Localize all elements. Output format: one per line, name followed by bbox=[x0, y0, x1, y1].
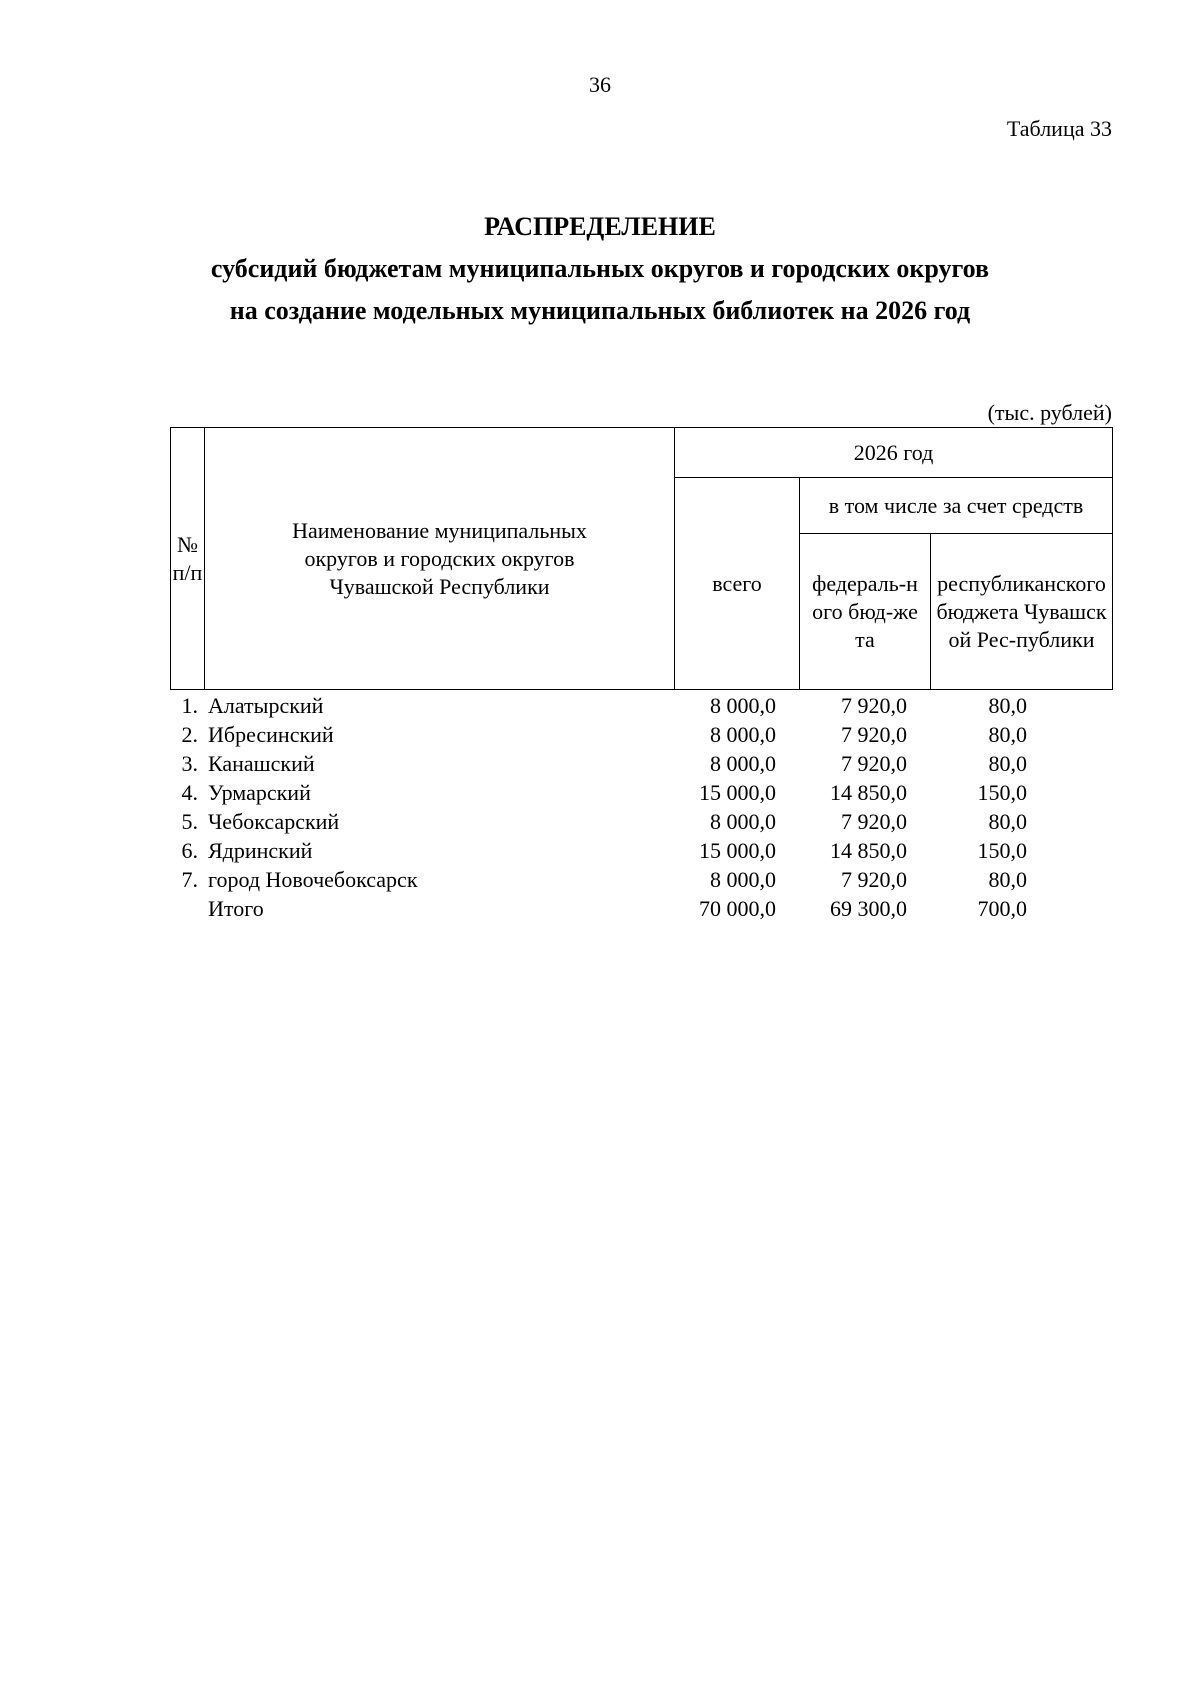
row-name: город Новочебоксарск bbox=[208, 867, 418, 892]
row-number: 3. bbox=[181, 751, 198, 776]
row-total: 70 000,0 bbox=[699, 896, 776, 921]
header-republic: республиканского бюджета Чувашской Рес-публики bbox=[931, 534, 1113, 690]
row-federal: 7 920,0 bbox=[841, 809, 907, 834]
row-total: 8 000,0 bbox=[710, 867, 776, 892]
row-republic: 80,0 bbox=[988, 693, 1027, 718]
row-republic: 80,0 bbox=[988, 751, 1027, 776]
row-total: 8 000,0 bbox=[710, 722, 776, 747]
title-line-3: на создание модельных муниципальных библиотек на 2026 год bbox=[229, 296, 971, 325]
row-republic: 80,0 bbox=[988, 809, 1027, 834]
header-total: всего bbox=[675, 478, 800, 690]
units-label: (тыс. рублей) bbox=[987, 400, 1112, 425]
row-name: Итого bbox=[208, 896, 264, 921]
title-line-2: субсидий бюджетам муниципальных округов и городских округов bbox=[210, 254, 990, 283]
row-number: 1. bbox=[181, 693, 198, 718]
row-total: 8 000,0 bbox=[710, 693, 776, 718]
header-year: 2026 год bbox=[675, 428, 1113, 478]
row-total: 8 000,0 bbox=[710, 809, 776, 834]
row-federal: 7 920,0 bbox=[841, 693, 907, 718]
row-total: 15 000,0 bbox=[699, 780, 776, 805]
row-federal: 69 300,0 bbox=[830, 896, 907, 921]
header-name: Наименование муниципальных округов и городских округов Чувашской Республики bbox=[205, 428, 675, 690]
table-row bbox=[170, 749, 1112, 778]
row-republic: 700,0 bbox=[977, 896, 1027, 921]
row-republic: 80,0 bbox=[988, 722, 1027, 747]
row-federal: 7 920,0 bbox=[841, 867, 907, 892]
row-federal: 14 850,0 bbox=[830, 780, 907, 805]
row-name: Канашский bbox=[208, 751, 315, 776]
row-name: Алатырский bbox=[208, 693, 324, 718]
header-federal: федераль-ного бюд-жета bbox=[800, 534, 931, 690]
row-name: Ядринский bbox=[208, 838, 313, 863]
row-total: 8 000,0 bbox=[710, 751, 776, 776]
row-total: 15 000,0 bbox=[699, 838, 776, 863]
row-federal: 7 920,0 bbox=[841, 751, 907, 776]
row-republic: 150,0 bbox=[977, 780, 1027, 805]
page-number: 36 bbox=[589, 72, 611, 97]
table-total-row bbox=[170, 894, 1112, 923]
row-federal: 7 920,0 bbox=[841, 722, 907, 747]
table-header bbox=[170, 427, 1113, 690]
row-number: 4. bbox=[181, 780, 198, 805]
row-name: Урмарский bbox=[208, 780, 311, 805]
document-title bbox=[0, 206, 1200, 332]
title-line-1: РАСПРЕДЕЛЕНИЕ bbox=[484, 212, 716, 241]
table-body bbox=[170, 691, 1112, 923]
table-row bbox=[170, 865, 1112, 894]
row-number: 2. bbox=[181, 722, 198, 747]
row-republic: 150,0 bbox=[977, 838, 1027, 863]
table-row bbox=[170, 778, 1112, 807]
table-row bbox=[170, 836, 1112, 865]
row-federal: 14 850,0 bbox=[830, 838, 907, 863]
row-number: 5. bbox=[181, 809, 198, 834]
table-row bbox=[170, 691, 1112, 720]
row-number: 6. bbox=[181, 838, 198, 863]
header-including: в том числе за счет средств bbox=[800, 478, 1113, 534]
table-number: Таблица 33 bbox=[1006, 116, 1112, 141]
row-republic: 80,0 bbox=[988, 867, 1027, 892]
table-row bbox=[170, 720, 1112, 749]
row-number bbox=[170, 894, 198, 923]
row-number: 7. bbox=[181, 867, 198, 892]
row-name: Ибресинский bbox=[208, 722, 334, 747]
table-row bbox=[170, 807, 1112, 836]
header-num: № п/п bbox=[171, 428, 205, 690]
row-name: Чебоксарский bbox=[208, 809, 340, 834]
